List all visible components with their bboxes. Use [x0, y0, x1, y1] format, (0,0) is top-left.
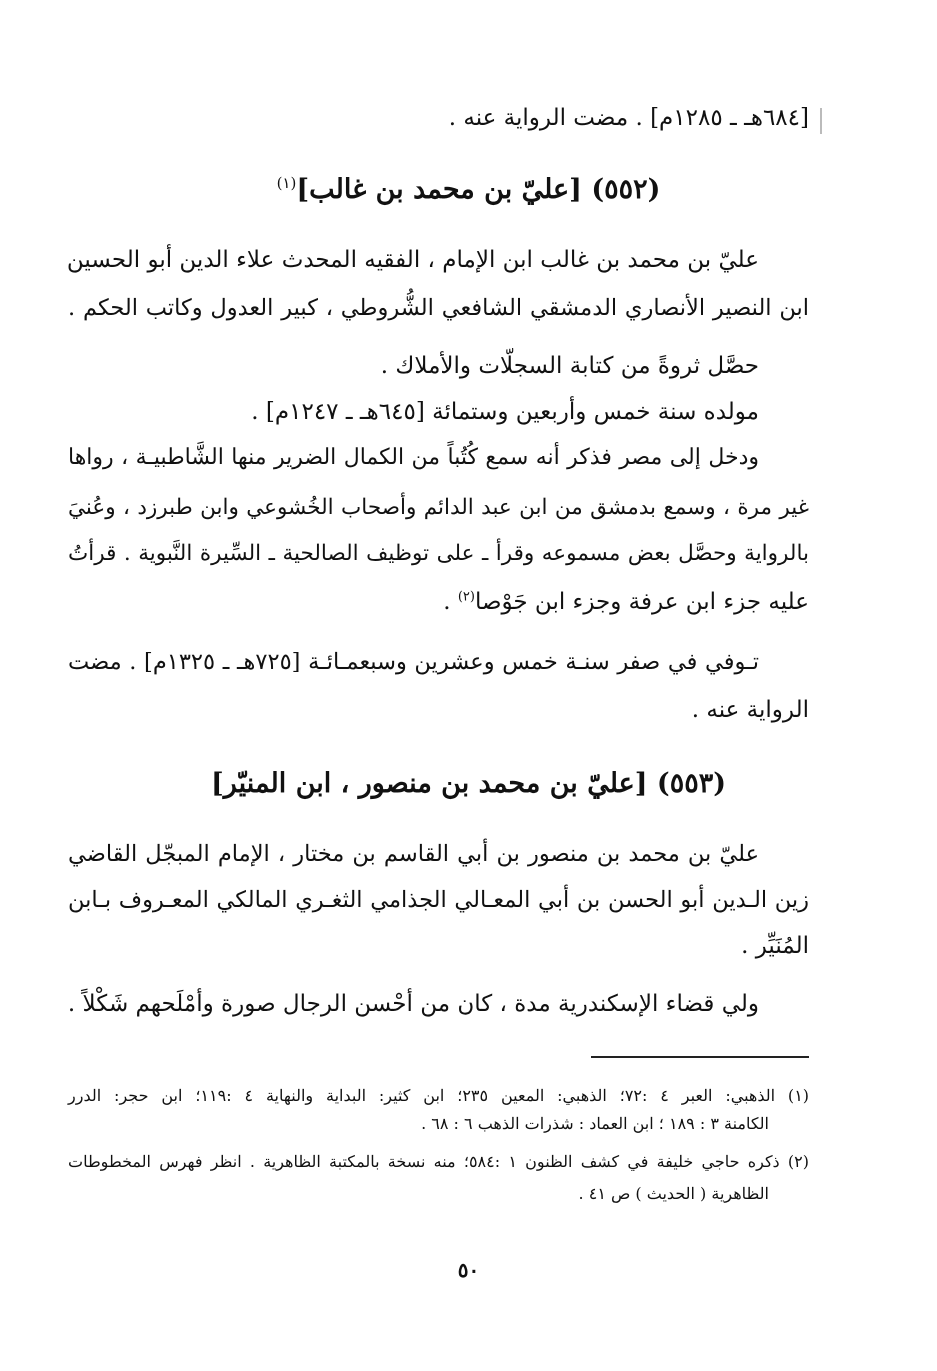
scan-edge-mark [820, 108, 822, 134]
paragraph-line: ولي قضاء الإسكندرية مدة ، كان من أحْسن الرجال صورة وأمْلَحهم شَكْلاً . [67, 991, 759, 1017]
paragraph-line: حصَّل ثروةً من كتابة السجلّات والأملاك . [380, 353, 759, 379]
footnote-ref-1: (١) [276, 174, 297, 192]
footnote-line: (٢) ذكره حاجي خليفة في كشف الظنون ١ :٥٨٤؛ منه نسخة بالمكتبة الظاهرية . انظر فهرس المخطوطات [68, 1152, 809, 1171]
paragraph-line: زين الـدين أبو الحسن بن أبي المعـالي الجذامي الثغـري المالكي المعـروف بـابن [68, 887, 809, 913]
footnote-line: الكامنة ٣ : ١٨٩ ؛ ابن العماد : شذرات الذهب ٦ : ٦٨ . [421, 1114, 769, 1133]
paragraph-line: المُنَيِّر . [741, 933, 809, 959]
entry-heading-552 [0, 168, 937, 212]
paragraph-line: ودخل إلى مصر فذكر أنه سمع كُتُباً من الكمال الضرير منها الشَّاطبيـة ، رواها [68, 445, 759, 470]
paragraph-line: تـوفي في صفر سنـة خمس وعشرين وسبعمـائـة [٧٢٥هـ ـ ١٣٢٥م] . مضت [68, 649, 759, 675]
footnote-divider [591, 1056, 809, 1058]
footnote-ref-2: (٢) [457, 589, 475, 605]
page-number: ٥٠ [457, 1258, 480, 1282]
paragraph-line: عليّ بن محمد بن غالب ابن الإمام ، الفقيه المحدث علاء الدين أبو الحسين [66, 247, 759, 273]
entry-heading-553-text: (٥٥٣) [عليّ بن محمد بن منصور ، ابن المنيّر] [210, 768, 726, 799]
footnote-line: (١) الذهبي: العبر ٤ :٧٢؛ الذهبي: المعين ٢٣٥؛ ابن كثير: البداية والنهاية ٤ :١١٩؛ ابن حجر: الدرر [68, 1086, 810, 1105]
entry-heading-552-text: (٥٥٢) [عليّ بن محمد بن غالب] [296, 174, 661, 205]
entry-heading-553 [0, 762, 937, 806]
paragraph-line [443, 582, 809, 622]
footnote-line: الظاهرية ( الحديث ) ص ٤١ . [578, 1184, 769, 1203]
paragraph-line: بالرواية وحصَّل بعض مسموعه وقرأ ـ على توظيف الصالحية ـ السِّيرة النَّبوية . قرأتُ [68, 541, 809, 566]
paragraph-line: مولده سنة خمس وأربعين وستمائة [٦٤٥هـ ـ ١٢٤٧م] . [251, 399, 759, 425]
paragraph-line: غير مرة ، وسمع بدمشق من ابن عبد الدائم وأصحاب الخُشوعي وابن طبرزد ، وعُنيَ [68, 495, 809, 520]
paragraph-line-text: عليه جزء ابن عرفة وجزء ابن جَوْصا [474, 589, 809, 615]
paragraph-line: الرواية عنه . [691, 697, 809, 723]
paragraph-line: ابن النصير الأنصاري الدمشقي الشافعي الشُّروطي ، كبير العدول وكاتب الحكم . [68, 295, 809, 321]
paragraph-line-end: . [443, 589, 458, 615]
continued-text-line: [٦٨٤هـ ـ ١٢٨٥م] . مضت الرواية عنه . [448, 105, 809, 131]
paragraph-line: عليّ بن محمد بن منصور بن أبي القاسم بن مختار ، الإمام المبجّل القاضي [68, 841, 759, 867]
